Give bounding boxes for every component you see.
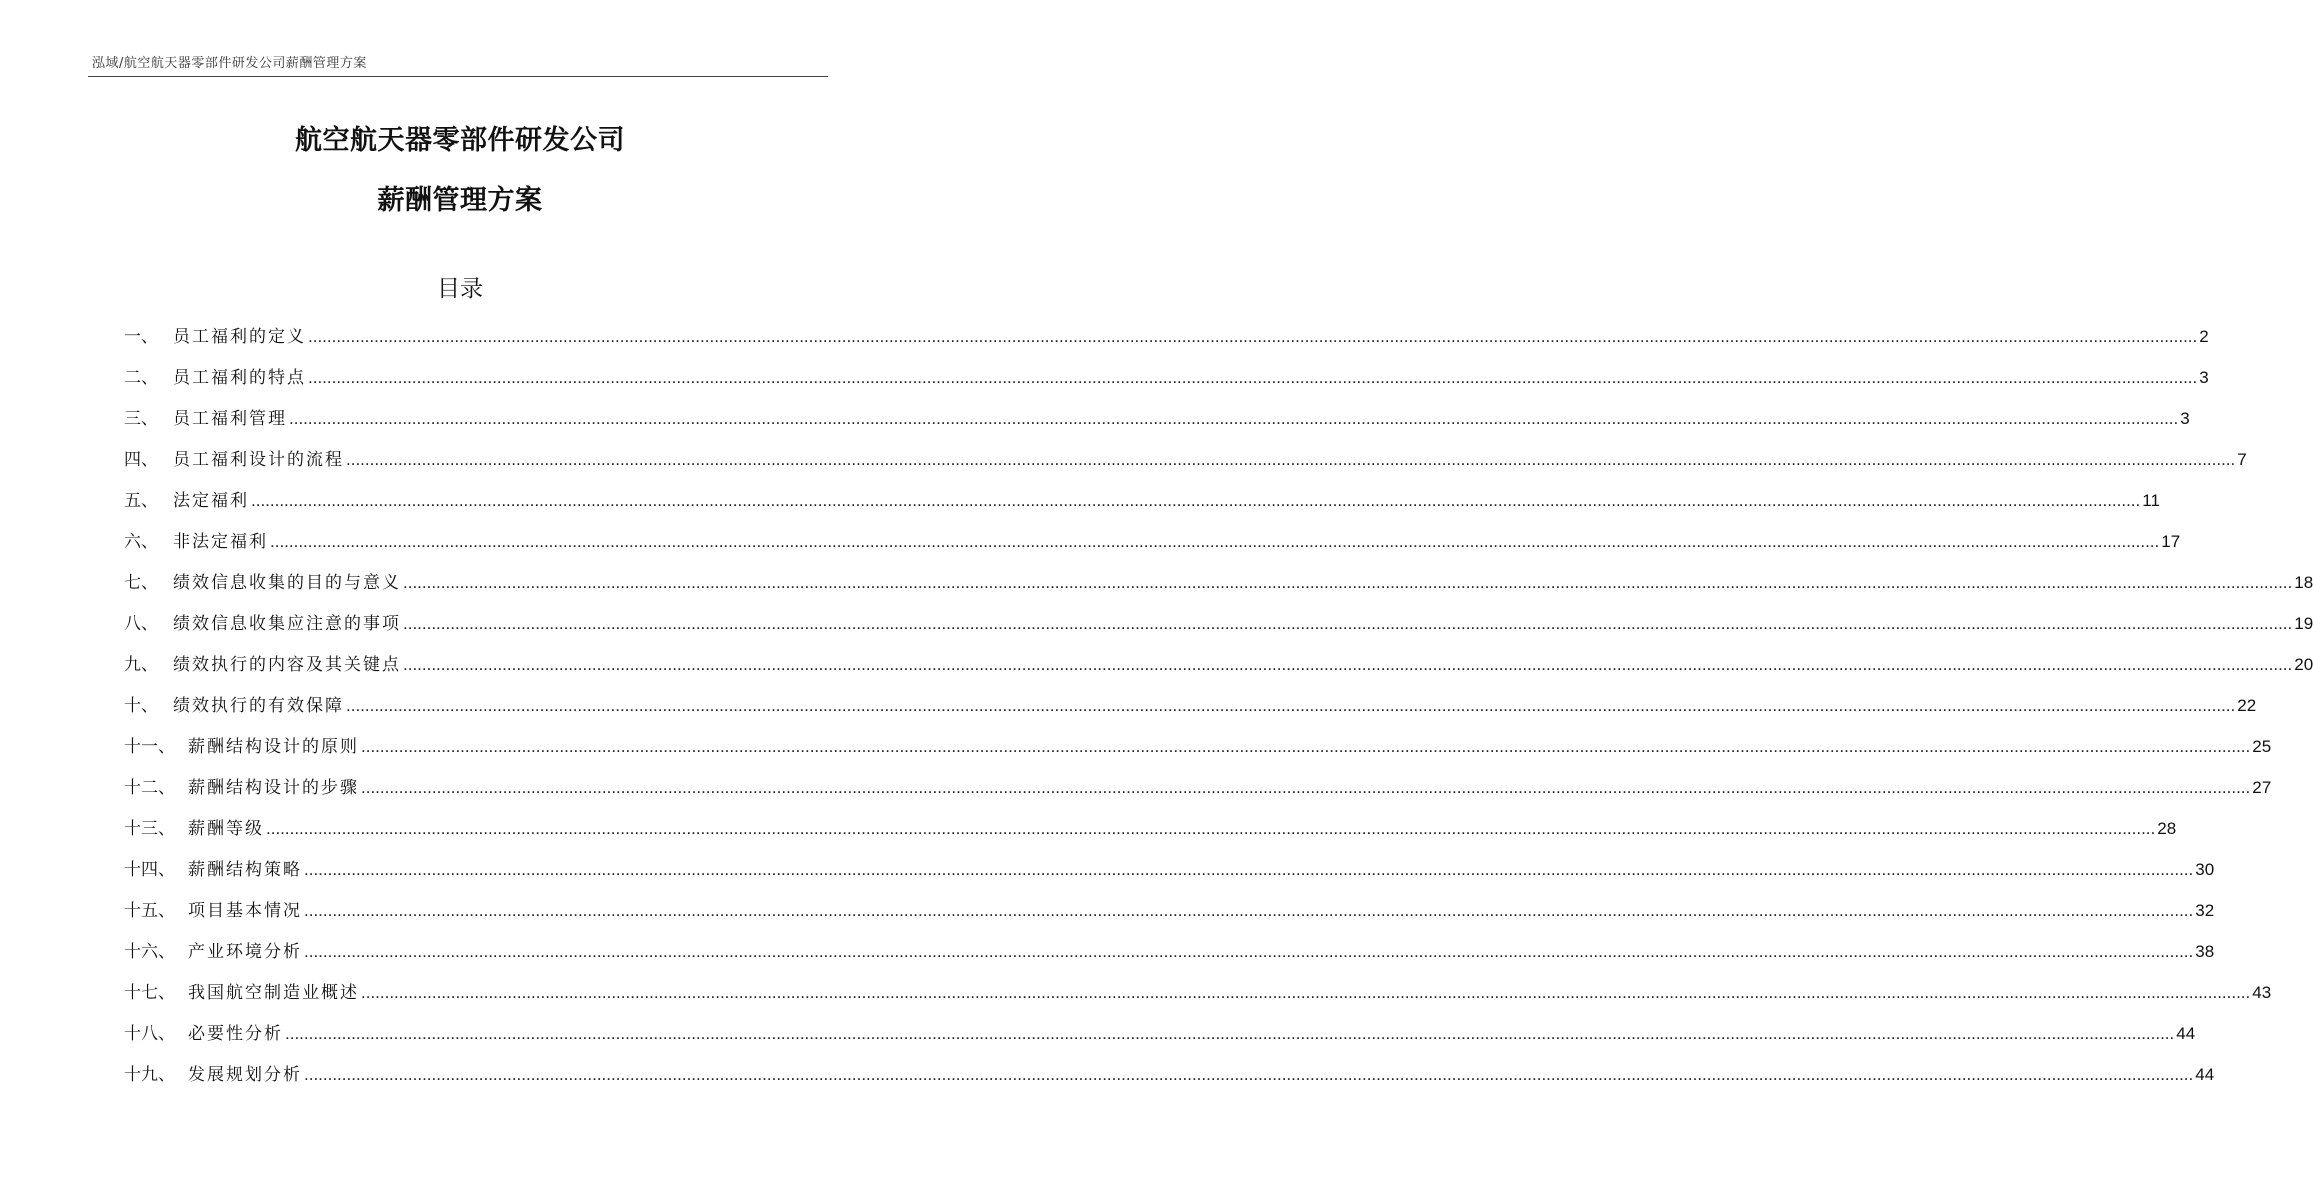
toc-entry[interactable] [124,1019,2196,1060]
toc-entry-title: 薪酬结构设计的步骤 [188,778,359,798]
toc-entry-number: 十 [124,696,141,716]
toc-entry-title: 法定福利 [173,491,249,511]
toc-entry-page-number: 44 [2176,1024,2196,1043]
toc-entry-title: 薪酬等级 [188,819,264,839]
toc-entry[interactable] [124,814,2177,855]
toc-entry-separator: 、 [158,737,175,757]
toc-dot-leader: ................................................................................................................................................................................................................................................................................................................................................................................................................ [304,860,2194,879]
toc-dot-leader: ................................................................................................................................................................................................................................................................................................................................................................................................................ [346,450,2236,469]
toc-entry[interactable] [124,363,2209,404]
toc-entry-page-number: 44 [2195,1065,2215,1084]
toc-entry[interactable] [124,896,2215,937]
toc-entry-number: 十八 [124,1024,158,1044]
toc-entry-page-number: 38 [2195,942,2215,961]
toc-entry-title: 项目基本情况 [188,901,302,921]
toc-entry-separator: 、 [158,860,175,880]
toc-entry-number: 五 [124,491,141,511]
toc-entry-separator: 、 [158,942,175,962]
toc-entry[interactable] [124,773,2272,814]
table-of-contents [124,322,2313,1101]
toc-entry-page-number: 19 [2294,614,2313,633]
toc-entry-number: 十四 [124,860,158,880]
toc-entry-title: 我国航空制造业概述 [188,983,359,1003]
toc-entry-title: 员工福利的特点 [173,368,306,388]
toc-entry-title: 员工福利的定义 [173,327,306,347]
toc-entry[interactable] [124,609,2313,650]
toc-entry-number: 十一 [124,737,158,757]
toc-entry-separator: 、 [141,450,158,470]
toc-entry-title: 必要性分析 [188,1024,283,1044]
toc-entry-number: 八 [124,614,141,634]
toc-entry-number: 二 [124,368,141,388]
toc-entry-page-number: 11 [2142,491,2160,510]
toc-entry-page-number: 43 [2252,983,2272,1002]
toc-dot-leader: ................................................................................................................................................................................................................................................................................................................................................................................................................ [361,737,2251,756]
toc-entry-separator: 、 [141,696,158,716]
toc-entry-page-number: 18 [2294,573,2313,592]
toc-entry[interactable] [124,937,2215,978]
toc-dot-leader: ................................................................................................................................................................................................................................................................................................................................................................................................................ [304,942,2194,961]
toc-entry[interactable] [124,732,2272,773]
toc-entry-number: 十二 [124,778,158,798]
toc-entry-separator: 、 [158,1024,175,1044]
header-rule [88,76,828,77]
toc-dot-leader: ................................................................................................................................................................................................................................................................................................................................................................................................................ [403,655,2293,674]
running-header: 泓域/航空航天器零部件研发公司薪酬管理方案 [92,56,367,71]
toc-entry-number: 三 [124,409,141,429]
toc-entry-title: 绩效信息收集应注意的事项 [173,614,401,634]
toc-entry-page-number: 20 [2294,655,2313,674]
toc-entry-number: 十六 [124,942,158,962]
toc-entry-separator: 、 [141,532,158,552]
toc-entry-page-number: 28 [2157,819,2177,838]
toc-entry-number: 十七 [124,983,158,1003]
toc-dot-leader: ................................................................................................................................................................................................................................................................................................................................................................................................................ [285,1024,2175,1043]
toc-entry-page-number: 17 [2161,532,2181,551]
toc-entry[interactable] [124,1060,2215,1101]
toc-dot-leader: ................................................................................................................................................................................................................................................................................................................................................................................................................ [308,368,2198,387]
toc-dot-leader: ................................................................................................................................................................................................................................................................................................................................................................................................................ [270,532,2160,551]
toc-entry[interactable] [124,322,2209,363]
toc-entry[interactable] [124,568,2313,609]
toc-dot-leader: ................................................................................................................................................................................................................................................................................................................................................................................................................ [308,327,2198,346]
toc-dot-leader: ................................................................................................................................................................................................................................................................................................................................................................................................................ [266,819,2156,838]
toc-dot-leader: ................................................................................................................................................................................................................................................................................................................................................................................................................ [361,983,2251,1002]
toc-entry-number: 十五 [124,901,158,921]
toc-entry-separator: 、 [158,819,175,839]
toc-entry-title: 员工福利设计的流程 [173,450,344,470]
toc-entry-page-number: 27 [2252,778,2272,797]
toc-dot-leader: ................................................................................................................................................................................................................................................................................................................................................................................................................ [361,778,2251,797]
toc-dot-leader: ................................................................................................................................................................................................................................................................................................................................................................................................................ [304,1065,2194,1084]
toc-entry-title: 薪酬结构设计的原则 [188,737,359,757]
toc-entry-page-number: 32 [2195,901,2215,920]
document-title-line1: 航空航天器零部件研发公司 [295,125,625,156]
toc-entry-page-number: 25 [2252,737,2272,756]
toc-dot-leader: ................................................................................................................................................................................................................................................................................................................................................................................................................ [304,901,2194,920]
toc-entry-page-number: 3 [2199,368,2209,387]
toc-dot-leader: ................................................................................................................................................................................................................................................................................................................................................................................................................ [403,614,2293,633]
toc-entry-separator: 、 [158,1065,175,1085]
toc-entry-separator: 、 [158,901,175,921]
toc-entry-title: 非法定福利 [173,532,268,552]
toc-entry-title: 员工福利管理 [173,409,287,429]
toc-entry-number: 十九 [124,1065,158,1085]
toc-entry-title: 绩效信息收集的目的与意义 [173,573,401,593]
toc-entry[interactable] [124,486,2160,527]
toc-entry-number: 十三 [124,819,158,839]
toc-entry-separator: 、 [141,368,158,388]
toc-entry-title: 发展规划分析 [188,1065,302,1085]
toc-entry-separator: 、 [141,491,158,511]
toc-entry-title: 绩效执行的有效保障 [173,696,344,716]
document-title-line2: 薪酬管理方案 [377,185,543,216]
toc-dot-leader: ................................................................................................................................................................................................................................................................................................................................................................................................................ [251,491,2141,510]
toc-entry[interactable] [124,404,2190,445]
toc-entry-number: 六 [124,532,141,552]
toc-entry-number: 四 [124,450,141,470]
toc-entry[interactable] [124,527,2181,568]
toc-dot-leader: ................................................................................................................................................................................................................................................................................................................................................................................................................ [289,409,2179,428]
toc-entry-page-number: 2 [2199,327,2209,346]
toc-entry[interactable] [124,445,2247,486]
toc-entry[interactable] [124,855,2215,896]
toc-entry-title: 薪酬结构策略 [188,860,302,880]
toc-entry-page-number: 22 [2237,696,2257,715]
toc-entry-title: 绩效执行的内容及其关键点 [173,655,401,675]
toc-entry-number: 七 [124,573,141,593]
toc-entry-page-number: 30 [2195,860,2215,879]
toc-entry-separator: 、 [158,778,175,798]
toc-entry[interactable] [124,978,2272,1019]
toc-entry[interactable] [124,650,2313,691]
toc-entry-page-number: 7 [2237,450,2247,469]
toc-entry-number: 一 [124,327,141,347]
toc-entry-title: 产业环境分析 [188,942,302,962]
toc-entry-separator: 、 [141,573,158,593]
toc-entry-separator: 、 [141,655,158,675]
toc-entry-separator: 、 [158,983,175,1003]
toc-entry[interactable] [124,691,2257,732]
toc-entry-number: 九 [124,655,141,675]
toc-entry-separator: 、 [141,614,158,634]
toc-entry-separator: 、 [141,409,158,429]
toc-entry-separator: 、 [141,327,158,347]
toc-dot-leader: ................................................................................................................................................................................................................................................................................................................................................................................................................ [346,696,2236,715]
toc-heading: 目录 [437,276,483,302]
toc-entry-page-number: 3 [2180,409,2190,428]
toc-dot-leader: ................................................................................................................................................................................................................................................................................................................................................................................................................ [403,573,2293,592]
